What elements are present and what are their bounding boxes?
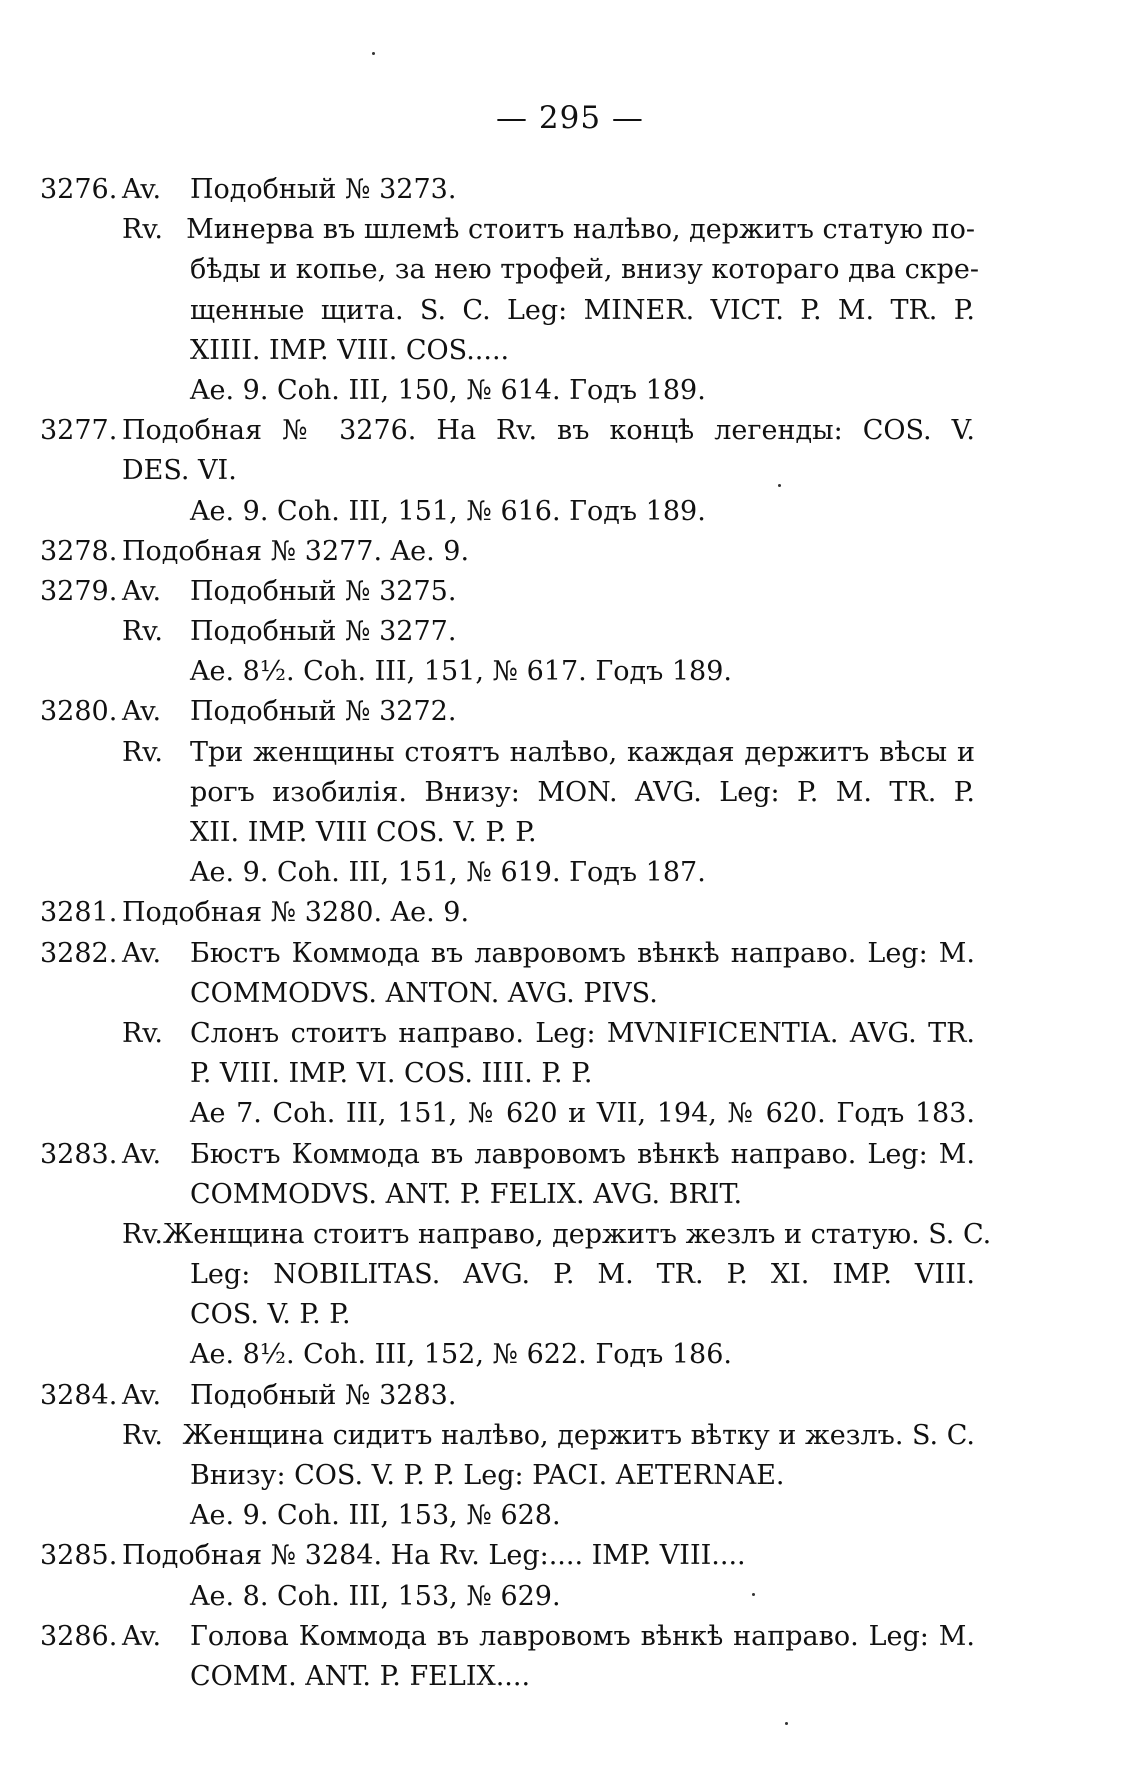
text-line (40, 1135, 975, 1175)
text-line (40, 1054, 975, 1094)
entry-number: 3278. (40, 535, 118, 567)
entry-text: Три женщины стоятъ налѣво, каждая держитъ вѣсы и (190, 736, 975, 768)
entry-text: Leg: NOBILITAS. AVG. P. M. TR. P. XI. IMP. VIII. (190, 1259, 975, 1291)
obverse-label: Av. (122, 937, 162, 969)
scan-speck (785, 1722, 788, 1725)
entry-text: XII. IMP. VIII COS. V. P. P. (190, 817, 537, 848)
text-line (40, 733, 975, 773)
text-line (40, 893, 975, 933)
entry-text: рогъ изобилія. Внизу: MON. AVG. Leg: P. M. TR. P. (190, 776, 975, 808)
entry-text: Бюстъ Коммода въ лавровомъ вѣнкѣ направо. Leg: M. (190, 937, 975, 969)
catalog-entries (40, 170, 992, 1697)
entry-text: Подобная № 3277. Ae. 9. (122, 535, 470, 567)
entry-text: Подобная № 3284. На Rv. Leg:.... IMP. VIII.... (122, 1540, 746, 1572)
text-line (40, 532, 975, 572)
text-line (40, 813, 975, 853)
entry-number: 3285. (40, 1540, 118, 1572)
text-line (40, 1617, 975, 1657)
text-line (40, 1175, 975, 1215)
text-line (40, 411, 975, 451)
entry-text: Подобный № 3275. (190, 575, 457, 607)
entry-text: Ae. 8½. Coh. III, 152, № 622. Годъ 186. (190, 1339, 732, 1371)
text-line (40, 492, 975, 532)
entry-text: Подобная № 3276. На Rv. въ концѣ легенды: COS. V. (122, 415, 975, 447)
entry-text: Ae. 9. Coh. III, 153, № 628. (190, 1500, 561, 1532)
text-line (40, 1496, 975, 1536)
entry-text: Ae 7. Coh. III, 151, № 620 и VII, 194, № 620. Годъ 183. (190, 1098, 975, 1130)
text-line (40, 451, 975, 491)
obverse-label: Av. (122, 696, 162, 728)
entry-text: бѣды и копье, за нею трофей, внизу котораго два скре- (190, 254, 979, 286)
text-line (40, 652, 975, 692)
page-number: — 295 — (496, 100, 644, 136)
text-line (40, 1456, 975, 1496)
reverse-label: Rv. (122, 616, 163, 648)
entry-number: 3282. (40, 937, 118, 969)
reverse-label: Rv. (122, 214, 163, 246)
reverse-label: Rv. (122, 1218, 163, 1250)
entry-text: Ae. 8. Coh. III, 153, № 629. (190, 1580, 561, 1612)
entry-number: 3277. (40, 415, 118, 447)
entry-number: 3286. (40, 1620, 118, 1652)
entry-text: Слонъ стоитъ направо. Leg: MVNIFICENTIA. AVG. TR. (190, 1017, 975, 1049)
scan-speck (778, 484, 781, 487)
entry-number: 3284. (40, 1379, 118, 1411)
text-line (40, 371, 975, 411)
obverse-label: Av. (122, 1138, 162, 1170)
text-line (40, 1536, 975, 1576)
entry-text: Ae. 9. Coh. III, 151, № 619. Годъ 187. (190, 857, 706, 889)
entry-text: Ae. 9. Coh. III, 151, № 616. Годъ 189. (190, 495, 706, 527)
reverse-label: Rv. (122, 1017, 163, 1049)
entry-text: Ae. 8½. Coh. III, 151, № 617. Годъ 189. (190, 656, 732, 688)
text-line (40, 291, 975, 331)
obverse-label: Av. (122, 1620, 162, 1652)
obverse-label: Av. (122, 575, 162, 607)
text-line (40, 1376, 975, 1416)
entry-text: COMMODVS. ANT. P. FELIX. AVG. BRIT. (190, 1178, 743, 1210)
entry-text: COMM. ANT. P. FELIX.... (190, 1660, 531, 1692)
text-line (40, 1094, 975, 1134)
entry-text: DES. VI. (122, 455, 237, 487)
text-line (40, 612, 975, 652)
text-line (40, 773, 975, 813)
entry-text: Женщина стоитъ направо, держитъ жезлъ и статую. S. C. (162, 1218, 992, 1250)
entry-text: Подобный № 3283. (190, 1379, 457, 1411)
entry-text: Подобный № 3277. (190, 616, 457, 648)
entry-number: 3276. (40, 174, 118, 205)
scan-speck (372, 52, 375, 55)
entry-text: Минерва въ шлемѣ стоитъ налѣво, держитъ статую по- (186, 214, 975, 246)
obverse-label: Av. (122, 174, 162, 205)
entry-text: COMMODVS. ANTON. AVG. PIVS. (190, 977, 658, 1009)
entry-text: Бюстъ Коммода въ лавровомъ вѣнкѣ направо. Leg: M. (190, 1138, 975, 1170)
obverse-label: Av. (122, 1379, 162, 1411)
entry-text: Внизу: COS. V. P. P. Leg: PACI. AETERNAE. (190, 1460, 785, 1491)
entry-text: Женщина сидитъ налѣво, держитъ вѣтку и жезлъ. S. C. (182, 1419, 975, 1451)
text-line (40, 1657, 975, 1697)
text-line (40, 692, 975, 732)
text-line (40, 1335, 975, 1375)
entry-text: P. VIII. IMP. VI. COS. IIII. P. P. (190, 1058, 593, 1090)
text-line (40, 1014, 975, 1054)
entry-text: XIIII. IMP. VIII. COS..... (190, 334, 510, 366)
entry-text: Подобный № 3273. (190, 174, 457, 205)
entry-text: Подобный № 3272. (190, 696, 457, 728)
text-line (40, 1255, 975, 1295)
entry-number: 3281. (40, 897, 118, 929)
text-line (40, 250, 979, 290)
scan-speck (752, 1593, 755, 1596)
entry-text: Голова Коммода въ лавровомъ вѣнкѣ направо. Leg: M. (190, 1620, 975, 1652)
text-line (40, 331, 975, 371)
text-line (40, 210, 975, 250)
text-line (40, 853, 975, 893)
entry-number: 3283. (40, 1138, 118, 1170)
entry-text: COS. V. P. P. (190, 1299, 351, 1331)
entry-text: Ae. 9. Coh. III, 150, № 614. Годъ 189. (190, 374, 706, 406)
entry-number: 3279. (40, 575, 118, 607)
text-line (40, 1577, 975, 1617)
text-line (40, 1295, 975, 1335)
text-line (40, 974, 975, 1014)
reverse-label: Rv. (122, 1419, 163, 1451)
text-line (40, 572, 975, 612)
text-line (40, 170, 975, 210)
text-line (40, 1416, 975, 1456)
entry-text: щенные щита. S. C. Leg: MINER. VICT. P. M. TR. P. (190, 294, 975, 326)
entry-text: Подобная № 3280. Ae. 9. (122, 897, 470, 929)
entry-number: 3280. (40, 696, 118, 728)
reverse-label: Rv. (122, 736, 163, 768)
text-line (40, 1215, 992, 1255)
text-line (40, 934, 975, 974)
